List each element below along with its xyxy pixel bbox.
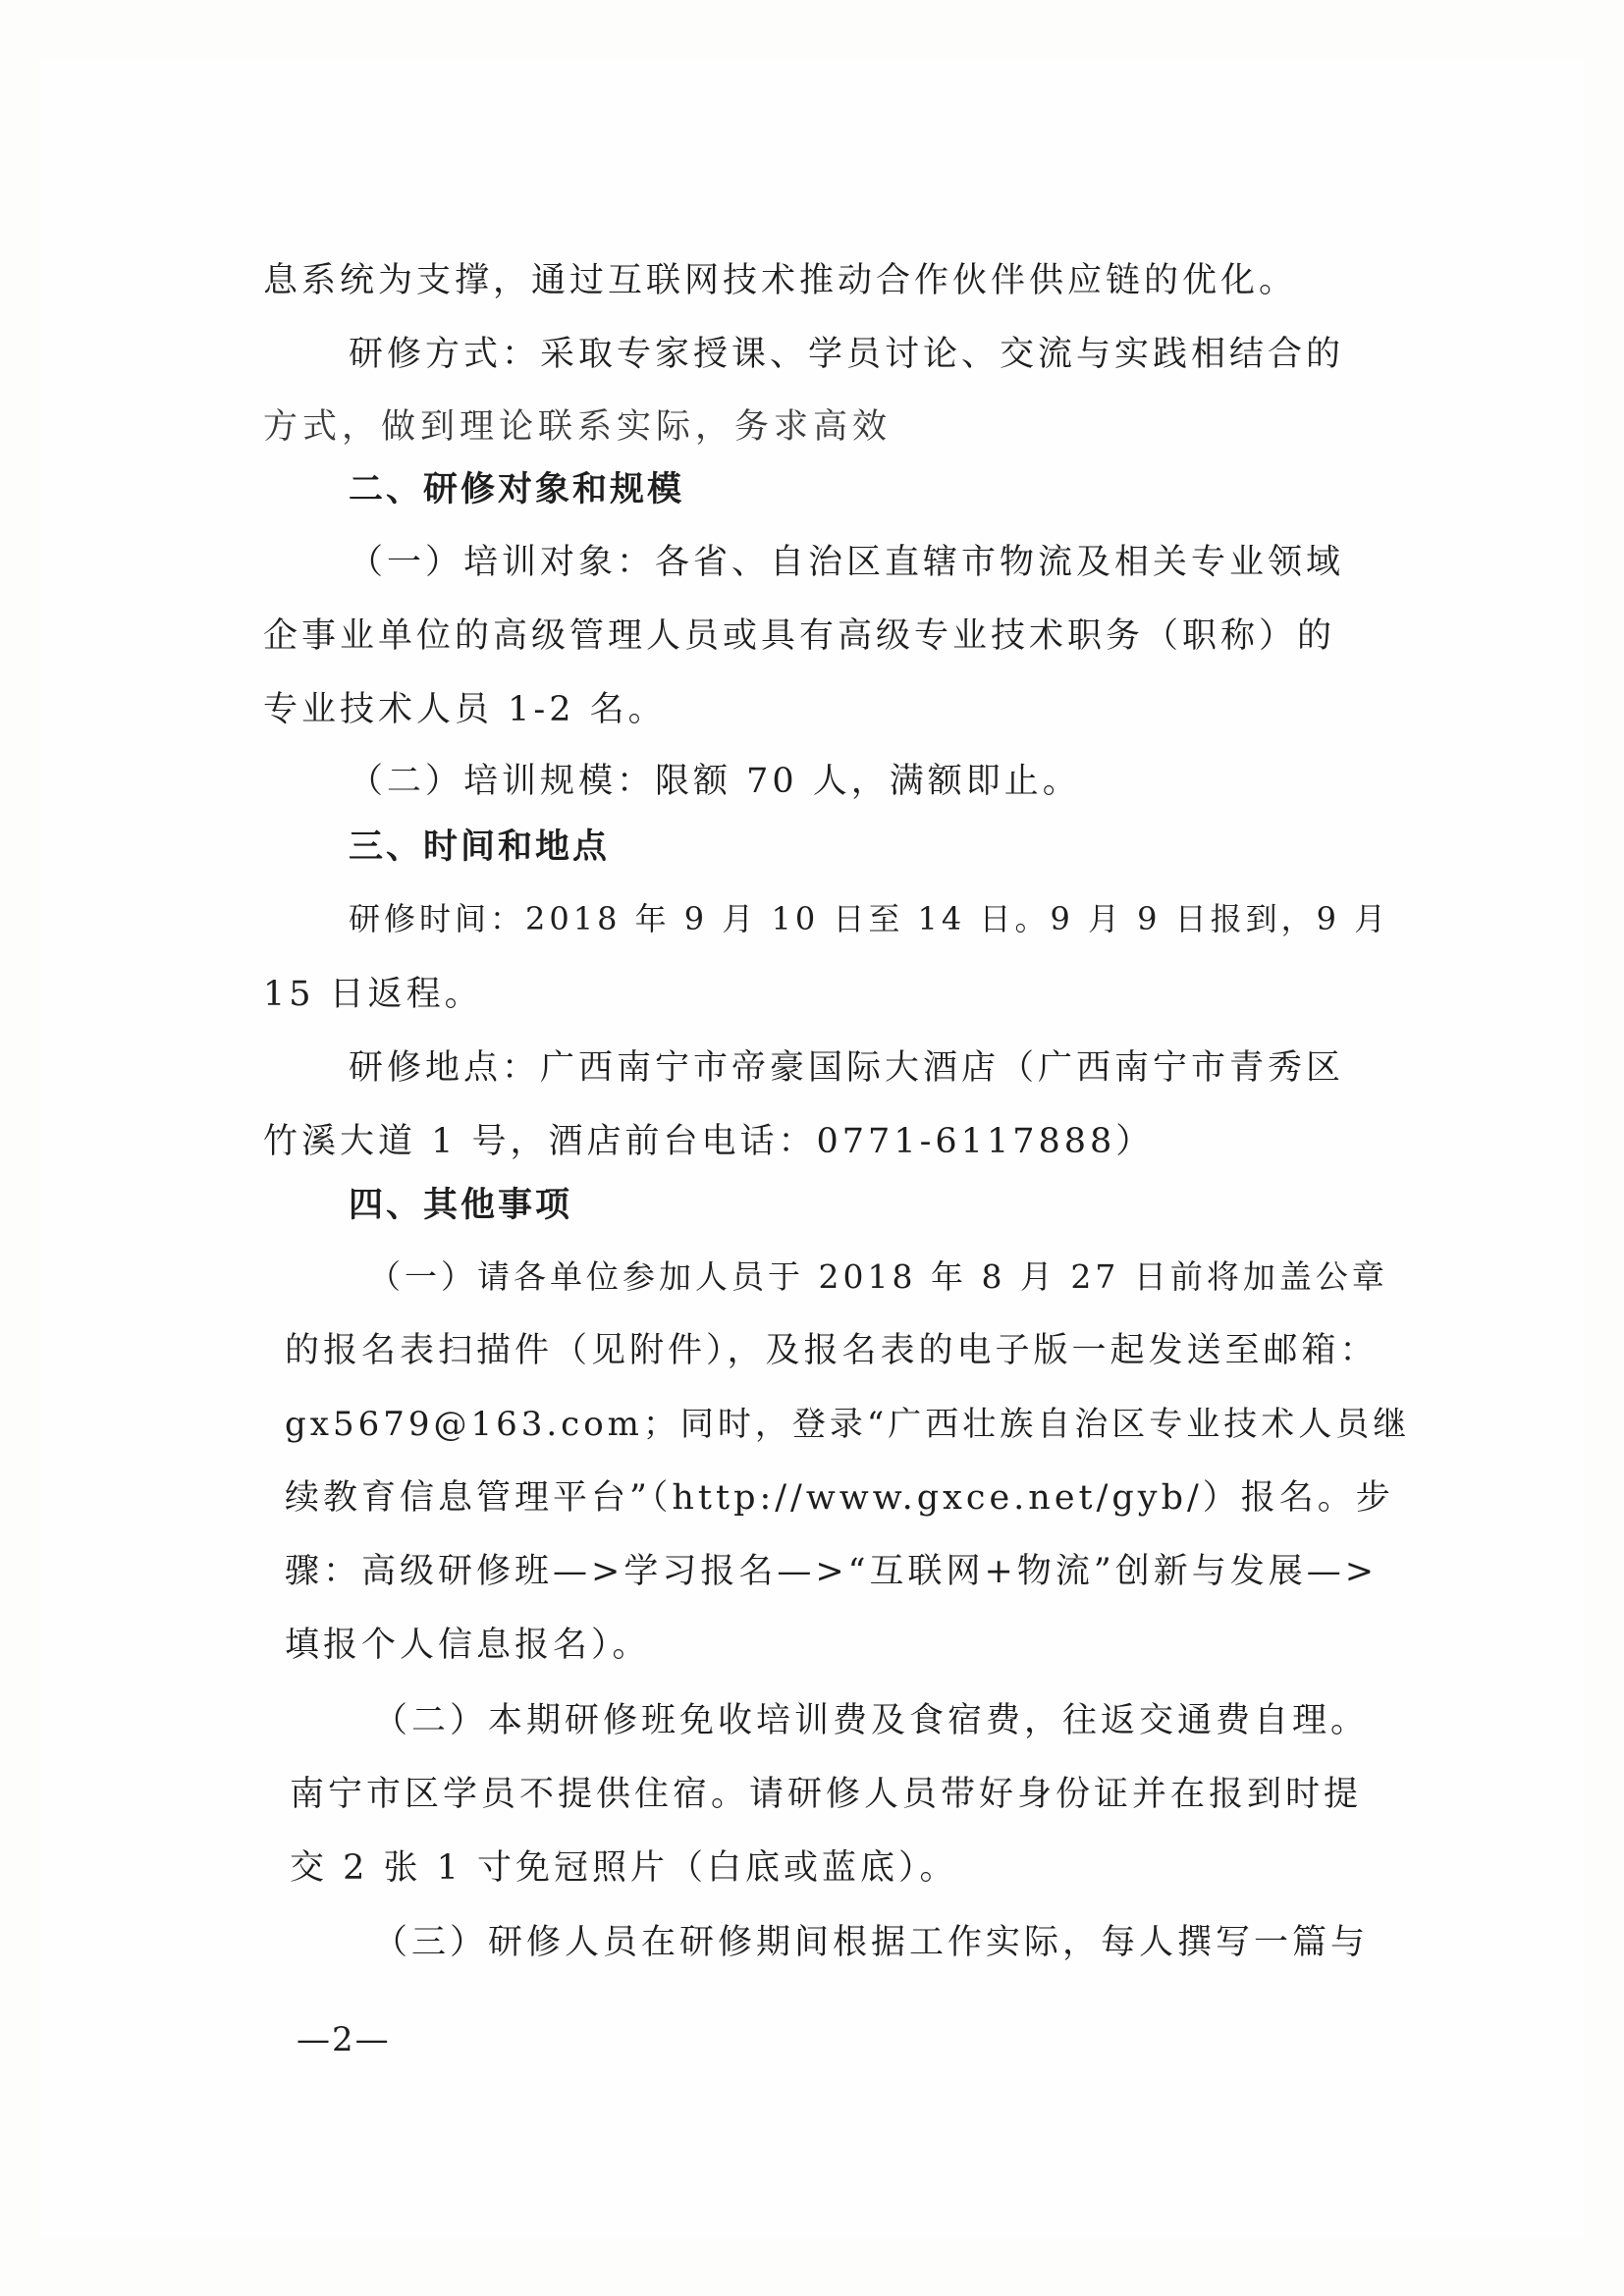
text-line: 交 2 张 1 寸免冠照片（白底或蓝底）。 [290, 1848, 958, 1888]
text-line: （二）培训规模：限额 70 人，满额即止。 [349, 762, 1081, 801]
text-line: 研修地点：广西南宁市帝豪国际大酒店（广西南宁市青秀区 [349, 1048, 1345, 1088]
text-line: （二）本期研修班免收培训费及食宿费，往返交通费自理。 [373, 1701, 1370, 1740]
section-heading: 三、时间和地点 [349, 828, 611, 867]
text-line: 南宁市区学员不提供住宿。请研修人员带好身份证并在报到时提 [290, 1775, 1363, 1814]
text-line: 息系统为支撑，通过互联网技术推动合作伙伴供应链的优化。 [263, 261, 1298, 300]
text-line: 竹溪大道 1 号，酒店前台电话：0771-6117888） [263, 1122, 1155, 1161]
text-line: 专业技术人员 1-2 名。 [263, 690, 667, 729]
text-line: 填报个人信息报名）。 [285, 1626, 651, 1665]
text-line: 研修时间：2018 年 9 月 10 日至 14 日。9 月 9 日报到，9 月 [349, 900, 1390, 937]
text-line: 研修方式：采取专家授课、学员讨论、交流与实践相结合的 [349, 335, 1345, 374]
text-line: gx5679@163.com；同时，登录“广西壮族自治区专业技术人员继 [285, 1405, 1411, 1444]
text-line: 方式，做到理论联系实际，务求高效 [263, 407, 893, 447]
text-line: 企事业单位的高级管理人员或具有高级专业技术职务（职称）的 [263, 616, 1336, 656]
section-heading: 四、其他事项 [349, 1186, 573, 1225]
page-number: —2— [297, 2020, 391, 2059]
text-line: 续教育信息管理平台”（http://www.gxce.net/gyb/）报名。步 [285, 1478, 1394, 1518]
text-line: （一）培训对象：各省、自治区直辖市物流及相关专业领域 [349, 543, 1345, 582]
text-line: 骤：高级研修班—>学习报名—>“互联网+物流”创新与发展—> [285, 1552, 1379, 1591]
text-line: （三）研修人员在研修期间根据工作实际，每人撰写一篇与 [373, 1923, 1370, 1962]
text-line: 的报名表扫描件（见附件），及报名表的电子版一起发送至邮箱： [285, 1331, 1379, 1370]
text-line: （一）请各单位参加人员于 2018 年 8 月 27 日前将加盖公章 [368, 1257, 1388, 1296]
text-line: 15 日返程。 [263, 975, 483, 1014]
section-heading: 二、研修对象和规模 [349, 470, 685, 509]
